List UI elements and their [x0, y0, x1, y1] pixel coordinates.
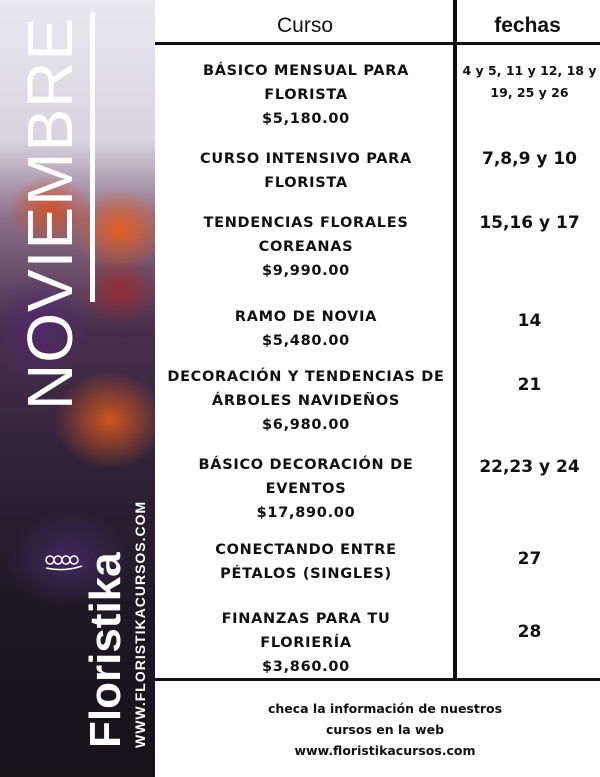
course-table: [155, 0, 600, 777]
course-name: RAMO DE NOVIA: [234, 309, 378, 325]
course-row: [181, 59, 431, 131]
course-price: $3,860.00: [262, 659, 350, 675]
footer-divider: [155, 678, 600, 681]
course-row: [165, 365, 447, 437]
column-divider: [453, 0, 457, 680]
footer-line: cursos en la web: [325, 722, 445, 737]
course-dates: 28: [517, 622, 542, 642]
course-price: $9,990.00: [262, 263, 350, 279]
course-price: $17,890.00: [256, 505, 356, 521]
course-dates: 15,16 y 17: [479, 213, 580, 233]
course-dates: 21: [517, 375, 542, 395]
header-course: Curso: [276, 14, 334, 37]
header-divider: [155, 42, 600, 45]
course-price: $5,180.00: [262, 111, 350, 127]
course-price: $6,980.00: [262, 417, 350, 433]
course-name: CONECTANDO ENTRE PÉTALOS (SINGLES): [215, 542, 397, 582]
side-photo-panel: [0, 0, 155, 777]
course-dates: 22,23 y 24: [479, 457, 580, 477]
brand-name: Floristika: [81, 552, 130, 748]
course-name: DECORACIÓN Y TENDENCIAS DE ÁRBOLES NAVIDEÑOS: [167, 369, 445, 409]
course-price: $5,480.00: [262, 333, 350, 349]
course-row: [181, 147, 431, 195]
flower-logo-icon: [44, 548, 84, 572]
course-dates: 4 y 5, 11 y 12, 18 y 19, 25 y 26: [462, 63, 597, 100]
month-divider: [90, 12, 95, 302]
course-row: [181, 453, 431, 525]
footer: [195, 698, 575, 761]
course-name: TENDENCIAS FLORALES COREANAS: [203, 215, 409, 255]
course-row: [181, 607, 431, 679]
month-title: NOVIEMBRE: [14, 16, 86, 410]
side-website: WWW.FLORISTIKACURSOS.COM: [132, 500, 148, 748]
header-dates: fechas: [494, 14, 561, 37]
course-name: BÁSICO MENSUAL PARA FLORISTA: [202, 63, 410, 103]
course-dates: 27: [517, 549, 542, 569]
course-row: [181, 211, 431, 283]
course-row: [165, 305, 447, 353]
course-name: BÁSICO DECORACIÓN DE EVENTOS: [198, 457, 414, 497]
course-name: CURSO INTENSIVO PARA FLORISTA: [200, 151, 412, 191]
course-dates: 7,8,9 y 10: [482, 149, 577, 169]
course-row: [181, 538, 431, 586]
course-dates: 14: [517, 311, 542, 331]
course-name: FINANZAS PARA TU FLORIERÍA: [221, 611, 391, 651]
footer-website-link[interactable]: www.floristikacursos.com: [294, 743, 476, 758]
footer-line: checa la información de nuestros: [267, 701, 503, 716]
